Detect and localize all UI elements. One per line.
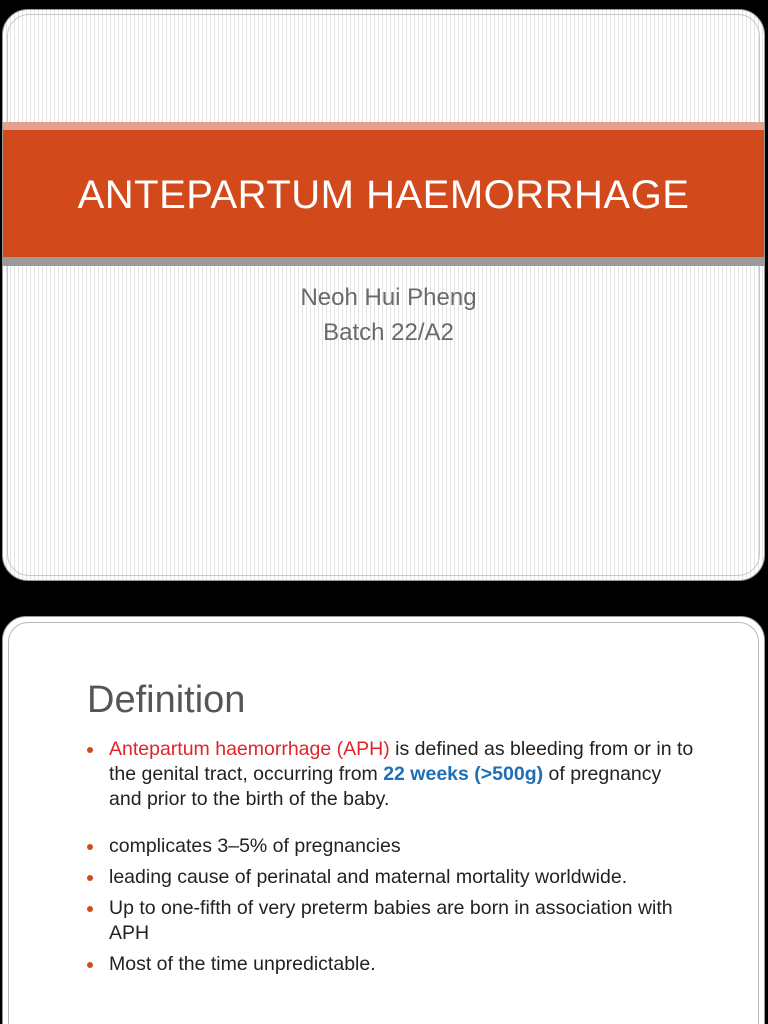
bullet-mortality (85, 865, 695, 890)
slide-title: ANTEPARTUM HAEMORRHAGE (77, 173, 690, 217)
definition-slide (2, 616, 765, 1024)
bullet-incidence (85, 834, 695, 859)
batch-label: Batch 22/A2 (323, 319, 454, 346)
definition-text-a: is defined as bleeding from or in to the genital tract, occurring from (109, 738, 694, 785)
bullet-dot (87, 747, 93, 753)
accent-band-light (3, 122, 764, 130)
title-slide (2, 9, 765, 581)
gestation-threshold: 22 weeks (>500g) (383, 763, 544, 785)
bullet-dot (87, 906, 93, 912)
bullet-preterm (85, 896, 695, 946)
bullet-definition (85, 737, 695, 812)
accent-band-grey (3, 257, 764, 266)
term-aph: Antepartum haemorrhage (APH) (109, 738, 390, 760)
bullet-dot (87, 844, 93, 850)
bullet-unpredictable (85, 952, 695, 977)
bullet-text: Up to one-fifth of very preterm babies are born in association with APH (109, 897, 673, 944)
slide-heading: Definition (87, 679, 246, 721)
bullet-dot (87, 875, 93, 881)
bullet-list (85, 737, 695, 977)
bullet-text: leading cause of perinatal and maternal mortality worldwide. (109, 866, 628, 888)
slide-subtitle (3, 280, 764, 350)
bullet-text: Most of the time unpredictable. (109, 953, 376, 975)
bullet-text: complicates 3–5% of pregnancies (109, 835, 401, 857)
definition-text-b: of pregnancy and prior to the birth of the baby. (109, 763, 662, 810)
bullet-dot (87, 962, 93, 968)
author-name: Neoh Hui Pheng (300, 284, 477, 311)
title-band (3, 130, 764, 257)
